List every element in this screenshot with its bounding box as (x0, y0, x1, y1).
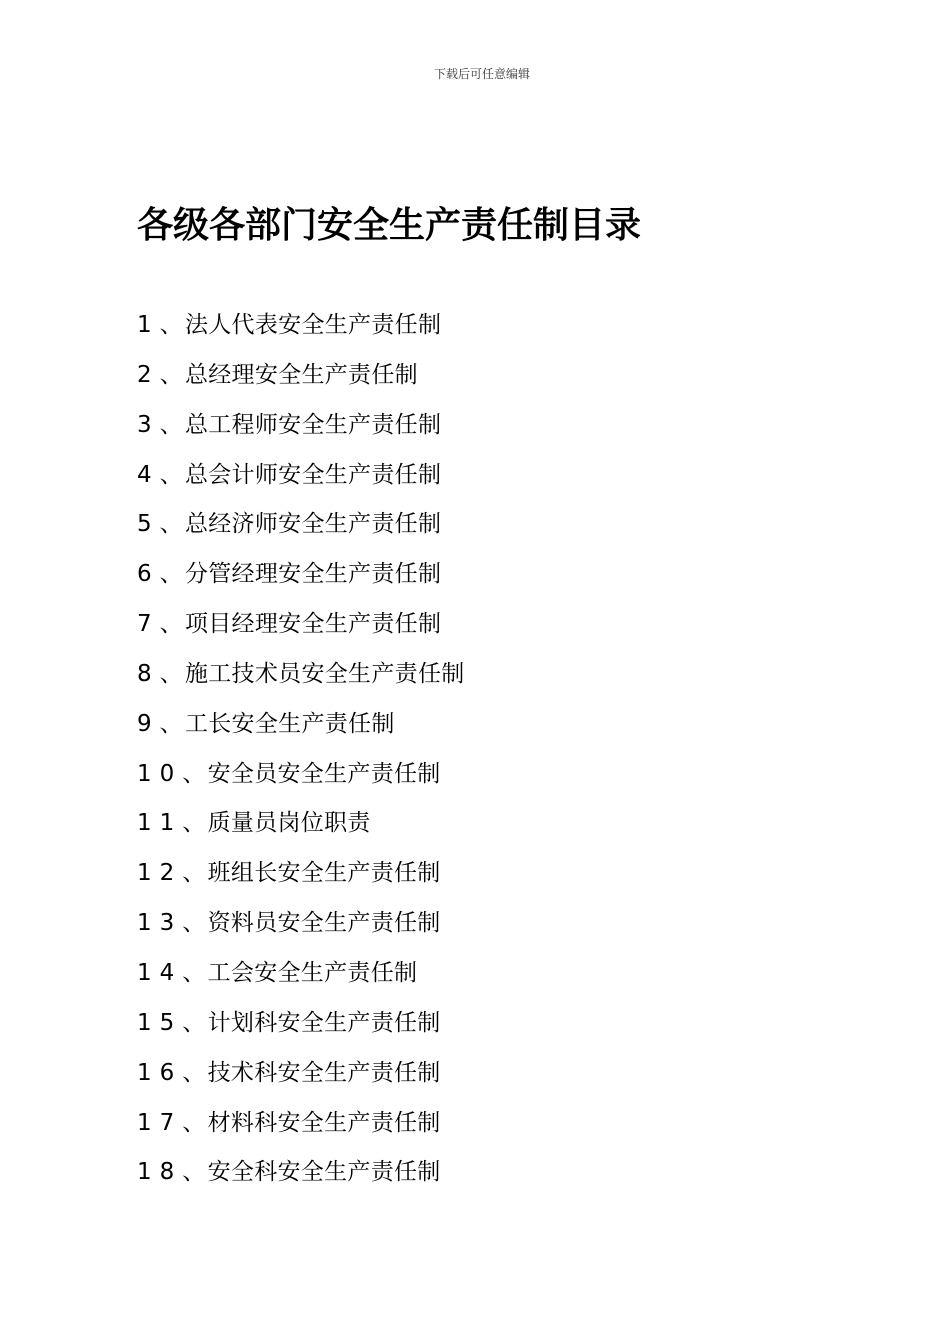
toc-item-separator: 、 (182, 1159, 206, 1186)
toc-item-number: 6 (137, 561, 160, 588)
toc-item-number: 16 (137, 1059, 183, 1086)
toc-item-label: 总工程师安全生产责任制 (184, 411, 442, 438)
toc-item-separator: 、 (159, 461, 183, 488)
toc-item (137, 953, 465, 1003)
toc-item (137, 853, 465, 903)
toc-item-number: 17 (137, 1109, 183, 1136)
toc-item (137, 604, 465, 654)
toc-item (137, 1103, 465, 1153)
toc-item-label: 法人代表安全生产责任制 (184, 312, 442, 338)
toc-item-label: 安全员安全生产责任制 (207, 760, 441, 787)
toc-item-separator: 、 (159, 561, 183, 588)
toc-item-number: 12 (137, 860, 183, 887)
toc-item-separator: 、 (159, 511, 183, 538)
toc-item-separator: 、 (159, 411, 183, 438)
toc-item-label: 质量员岗位职责 (207, 810, 371, 837)
toc-item-separator: 、 (182, 1109, 206, 1136)
toc-item-number: 18 (137, 1159, 183, 1186)
toc-item-separator: 、 (182, 910, 206, 937)
toc-item-separator: 、 (159, 710, 183, 737)
toc-item-number: 9 (137, 710, 160, 737)
toc-item-label: 安全科安全生产责任制 (207, 1159, 441, 1186)
toc-item-separator: 、 (159, 312, 183, 338)
toc-item (137, 1152, 465, 1202)
toc-item-separator: 、 (182, 810, 206, 837)
toc-item-separator: 、 (182, 1059, 206, 1086)
toc-item (137, 554, 465, 604)
toc-item-label: 项目经理安全生产责任制 (184, 611, 442, 638)
toc-item-separator: 、 (159, 660, 183, 687)
toc-item-number: 7 (137, 611, 160, 638)
toc-item (137, 1003, 465, 1053)
toc-item-label: 工长安全生产责任制 (184, 710, 395, 737)
toc-item-number: 1 (137, 312, 160, 338)
toc-item-label: 计划科安全生产责任制 (207, 1009, 441, 1036)
toc-item-label: 施工技术员安全生产责任制 (184, 660, 465, 687)
toc-item-label: 工会安全生产责任制 (207, 959, 418, 986)
toc-item-number: 15 (137, 1009, 183, 1036)
toc-item-separator: 、 (182, 760, 206, 787)
toc-item (137, 504, 465, 554)
toc-item-number: 2 (137, 361, 160, 388)
toc-item-separator: 、 (182, 1009, 206, 1036)
toc-item (137, 455, 465, 505)
toc-item-number: 5 (137, 511, 160, 538)
toc-item (137, 803, 465, 853)
toc-item-number: 8 (137, 660, 160, 687)
toc-item-label: 分管经理安全生产责任制 (184, 561, 442, 588)
toc-item-label: 材料科安全生产责任制 (207, 1109, 441, 1136)
toc-item-label: 总经济师安全生产责任制 (184, 511, 442, 538)
toc-item-number: 4 (137, 461, 160, 488)
toc-item-separator: 、 (182, 860, 206, 887)
toc-item-label: 总经理安全生产责任制 (184, 361, 418, 388)
toc-item-number: 13 (137, 910, 183, 937)
toc-item-number: 10 (137, 760, 183, 787)
toc-item-label: 班组长安全生产责任制 (207, 860, 441, 887)
toc-item (137, 355, 465, 405)
toc-item-number: 3 (137, 411, 160, 438)
toc-item-number: 14 (137, 959, 183, 986)
toc-item (137, 903, 465, 953)
toc-item (137, 704, 465, 754)
toc-item-separator: 、 (159, 361, 183, 388)
toc-item-label: 资料员安全生产责任制 (207, 910, 441, 937)
toc-item (137, 754, 465, 804)
toc-item-separator: 、 (159, 611, 183, 638)
header-note: 下载后可任意编辑 (433, 67, 530, 81)
toc-item (137, 405, 465, 455)
toc-item-separator: 、 (182, 959, 206, 986)
toc-item-label: 总会计师安全生产责任制 (184, 461, 442, 488)
toc-item (137, 1053, 465, 1103)
toc-item (137, 654, 465, 704)
toc-item-label: 技术科安全生产责任制 (207, 1059, 441, 1086)
toc-item-number: 11 (137, 810, 183, 837)
toc-list (137, 305, 465, 1202)
document-title: 各级各部门安全生产责任制目录 (137, 205, 642, 246)
toc-item (137, 305, 465, 355)
